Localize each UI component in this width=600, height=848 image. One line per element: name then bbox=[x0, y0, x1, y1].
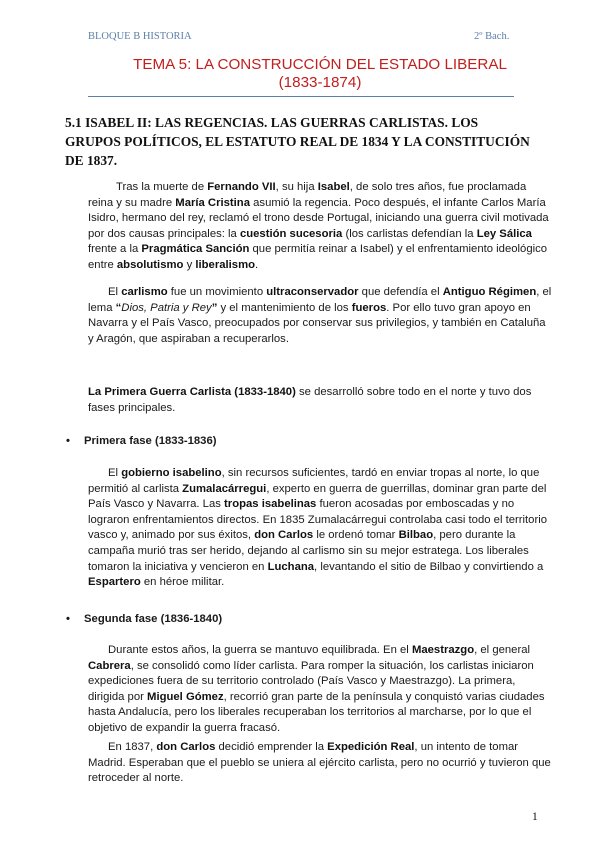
paragraph-second-phase: Durante estos años, la guerra se mantuvo equilibrada. En el Maestrazgo, el general Cabrera, se consolidó como líder carlista. Para romper la situación, los carlistas iniciaron expediciones fuera de su territorio controlado (País Vasco y Maestrazgo). La primera, dirigida por Miguel Gómez, recorrió gran parte de la península y conquistó varias ciudades hasta Andalucía, pero los liberales recuperaban los territorios al marcharse, por lo que el objetivo de expandir la guerra fracasó. bbox=[88, 644, 545, 734]
title-line-2: (1833-1874) bbox=[278, 74, 362, 91]
paragraph-carlism: El carlismo fue un movimiento ultraconservador que defendía el Antiguo Régimen, el lema “Dios, Patria y Rey” y el mantenimiento de los fueros. Por ello tuvo gran apoyo en Navarra y el País Vasco, preocupados por conservar sus privilegios, y también en Cataluña y Aragón, que aspiraban a recuperarlos. bbox=[88, 286, 552, 345]
section-heading: 5.1 ISABEL II: LAS REGENCIAS. LAS GUERRAS CARLISTAS. LOS GRUPOS POLÍTICOS, EL ESTATUTO REAL DE 1834 Y LA CONSTITUCIÓN DE 1837. bbox=[65, 115, 530, 168]
document-title bbox=[100, 56, 540, 92]
running-header-course: 2º Bach. bbox=[474, 31, 510, 42]
bullet-second-phase: • Segunda fase (1836-1840) bbox=[66, 613, 223, 625]
paragraph-royal-expedition: En 1837, don Carlos decidió emprender la Expedición Real, un intento de tomar Madrid. Esperaban que el pueblo se uniera al ejército carlista, pero no ocurrió y tuvieron que retroceder al norte. bbox=[88, 741, 551, 785]
paragraph-succession: Tras la muerte de Fernando VII, su hija Isabel, de solo tres años, fue proclamada reina y su madre María Cristina asumió la regencia. Poco después, el infante Carlos María Isidro, hermano del rey, reclamó el trono desde Portugal, iniciando una guerra civil motivada por dos causas principales: la cuestión sucesoria (los carlistas defendían la Ley Sálica frente a la Pragmática Sanción que permitía reinar a Isabel) y el enfrentamiento ideológico entre absolutismo y liberalismo. bbox=[88, 181, 549, 271]
paragraph-first-war: La Primera Guerra Carlista (1833-1840) se desarrolló sobre todo en el norte y tuvo dos fases principales. bbox=[88, 386, 532, 414]
title-line-1: TEMA 5: LA CONSTRUCCIÓN DEL ESTADO LIBERAL bbox=[133, 56, 507, 73]
bullet-dot-icon: • bbox=[66, 613, 70, 625]
title-underline bbox=[88, 96, 514, 97]
bullet-dot-icon: • bbox=[66, 435, 70, 447]
running-header-subject: BLOQUE B HISTORIA bbox=[88, 31, 192, 42]
page-number: 1 bbox=[532, 811, 538, 823]
paragraph-first-phase: El gobierno isabelino, sin recursos suficientes, tardó en enviar tropas al norte, lo que permitió al carlista Zumalacárregui, experto en guerra de guerrillas, dominar gran parte del País Vasco y Navarra. Las tropas isabelinas fueron acosadas por emboscadas y no lograron enfrentamientos directos. En 1835 Zumalacárregui controlaba casi todo el territorio vasco y, animado por sus éxitos, don Carlos le ordenó tomar Bilbao, pero durante la campaña murió tras ser herido, dejando al carlismo sin su mejor estratega. Los liberales tomaron la iniciativa y vencieron en Luchana, levantando el sitio de Bilbao y convirtiendo a Espartero en héroe militar. bbox=[88, 467, 548, 589]
bullet-first-phase: • Primera fase (1833-1836) bbox=[66, 435, 217, 447]
